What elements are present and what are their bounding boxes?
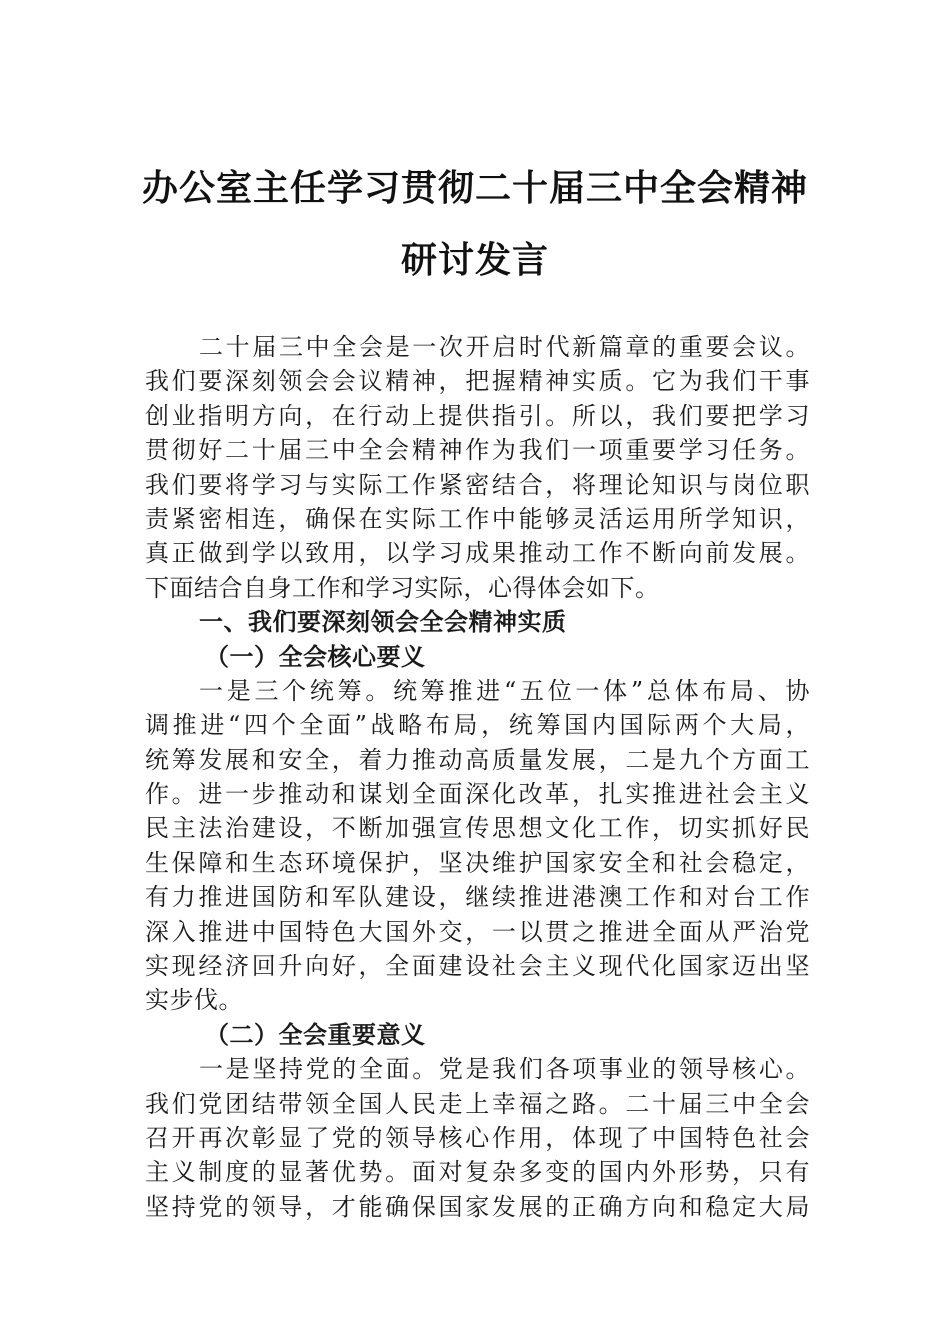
paragraph-line: 民主法治建设，不断加强宣传思想文化工作，切实抓好民 bbox=[145, 814, 810, 843]
paragraph-line: 一是坚持党的全面。党是我们各项事业的领导核心。 bbox=[199, 1055, 810, 1084]
paragraph-line: 下面结合自身工作和学习实际，心得体会如下。 bbox=[145, 573, 660, 602]
paragraph-line: 有力推进国防和军队建设，继续推进港澳工作和对台工作 bbox=[145, 883, 810, 912]
document-title-line-1: 办公室主任学习贯彻二十届三中全会精神 bbox=[141, 167, 808, 209]
paragraph-line: 调推进“四个全面”战略布局，统筹国内国际两个大局， bbox=[145, 711, 810, 740]
paragraph-line: 坚持党的领导，才能确保国家发展的正确方向和稳定大局 bbox=[145, 1192, 810, 1221]
paragraph-line: 贯彻好二十届三中全会精神作为我们一项重要学习任务。 bbox=[145, 436, 810, 465]
document-title-line-2: 研讨发言 bbox=[400, 239, 549, 281]
paragraph-line: 召开再次彰显了党的领导核心作用，体现了中国特色社会 bbox=[145, 1123, 810, 1152]
paragraph-line: 一是三个统筹。统筹推进“五位一体”总体布局、协 bbox=[199, 676, 810, 705]
paragraph-line: 作。进一步推动和谋划全面深化改革，扎实推进社会主义 bbox=[145, 780, 810, 809]
paragraph-line: 深入推进中国特色大国外交，一以贯之推进全面从严治党 bbox=[145, 917, 810, 946]
paragraph-line: 我们党团结带领全国人民走上幸福之路。二十届三中全会 bbox=[145, 1089, 810, 1118]
paragraph-line: 实步伐。 bbox=[145, 986, 243, 1015]
paragraph-line: 统筹发展和安全，着力推动高质量发展，二是九个方面工 bbox=[145, 745, 810, 774]
paragraph-line: 我们要将学习与实际工作紧密结合，将理论知识与岗位职 bbox=[145, 470, 810, 499]
section-heading: 一、我们要深刻领会全会精神实质 bbox=[199, 608, 567, 637]
subsection-heading: （二）全会重要意义 bbox=[205, 1019, 426, 1049]
paragraph-line: 主义制度的显著优势。面对复杂多变的国内外形势，只有 bbox=[145, 1158, 810, 1187]
paragraph-line: 我们要深刻领会会议精神，把握精神实质。它为我们干事 bbox=[145, 367, 810, 396]
paragraph-line: 生保障和生态环境保护，坚决维护国家安全和社会稳定， bbox=[145, 848, 810, 877]
paragraph-line: 责紧密相连，确保在实际工作中能够灵活运用所学知识， bbox=[145, 504, 810, 533]
subsection-heading: （一）全会核心要义 bbox=[205, 641, 426, 671]
paragraph-line: 二十届三中全会是一次开启时代新篇章的重要会议。 bbox=[199, 333, 810, 361]
document-body bbox=[145, 330, 810, 1224]
paragraph-line: 创业指明方向，在行动上提供指引。所以，我们要把学习 bbox=[145, 401, 810, 430]
paragraph-line: 真正做到学以致用，以学习成果推动工作不断向前发展。 bbox=[145, 539, 810, 568]
paragraph-line: 实现经济回升向好，全面建设社会主义现代化国家迈出坚 bbox=[145, 952, 810, 981]
